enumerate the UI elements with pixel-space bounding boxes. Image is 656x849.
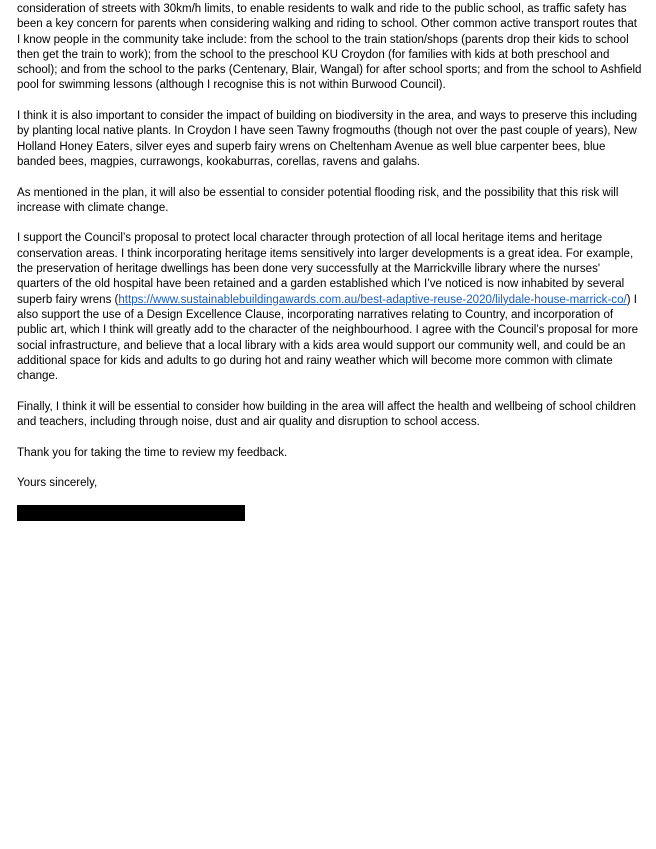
paragraph-biodiversity: I think it is also important to consider the impact of building on biodiversity in the area, and ways to preserve this including by planting local native plants. In Croydon I have seen Tawny frogmouths (though not over the past couple of years), New Holland Honey Eaters, silver eyes and superb fairy wrens on Cheltenham Avenue as well blue carpenter bees, blue banded bees, magpies, currawongs, kookaburras, corellas, ravens and galahs. <box>17 110 638 168</box>
paragraph-health-wellbeing: Finally, I think it will be essential to consider how building in the area will affect the health and wellbeing of school children and teachers, including through noise, dust and air quality and disruption to school access. <box>17 400 636 429</box>
closing-line: Yours sincerely, <box>17 477 98 490</box>
paragraph-active-transport: consideration of streets with 30km/h limits, to enable residents to walk and ride to the public school, as traffic safety has been a key concern for parents when considering walking and riding to school. Other common active transport routes that I know people in the community take include: from the school to the train station/shops (parents drop their kids to school then get the train to work); from the school to the preschool KU Croydon (for families with kids at both preschool and school); and from the school to the parks (Centenary, Blair, Wangal) for after school sports; and from the school to Ashfield pool for swimming lessons (although I recognise this is not within Burwood Council). <box>17 3 642 92</box>
heritage-text-end: ) I also support the use of a Design Excellence Clause, incorporating narratives relating to Country, and incorporation of public art, which I think will greatly add to the character of the neighbourhood. I agree with the Council’s proposal for more social infrastructure, and believe that a local library with a kids area would support our community well, and could be an additional space for kids and adults to go during hot and rainy weather which will become more common with climate change. <box>17 293 639 383</box>
paragraph-heritage <box>17 231 642 384</box>
paragraph-thanks: Thank you for taking the time to review my feedback. <box>17 446 288 459</box>
paragraph-flooding: As mentioned in the plan, it will also be essential to consider potential flooding risk, and the possibility that this risk will increase with climate change. <box>17 186 619 214</box>
adaptive-reuse-link[interactable]: https://www.sustainablebuildingawards.com.au/best-adaptive-reuse-2020/lilydale-house-marrick-co/ <box>118 293 627 306</box>
heritage-text-start: I support the Council’s proposal to protect local character through protection of all local heritage items and heritage conservation areas. I think incorporating heritage items sensitively into larger developments is a great idea. For example, the preservation of heritage dwellings has been done very successfully at the Marrickville library where the nurses' quarters of the old hospital have been retained and a garden established which I’ve noticed is now inhabited by several superb fairy wrens ( <box>17 232 634 306</box>
letter-body <box>17 2 642 521</box>
redacted-signature-block <box>17 505 245 521</box>
